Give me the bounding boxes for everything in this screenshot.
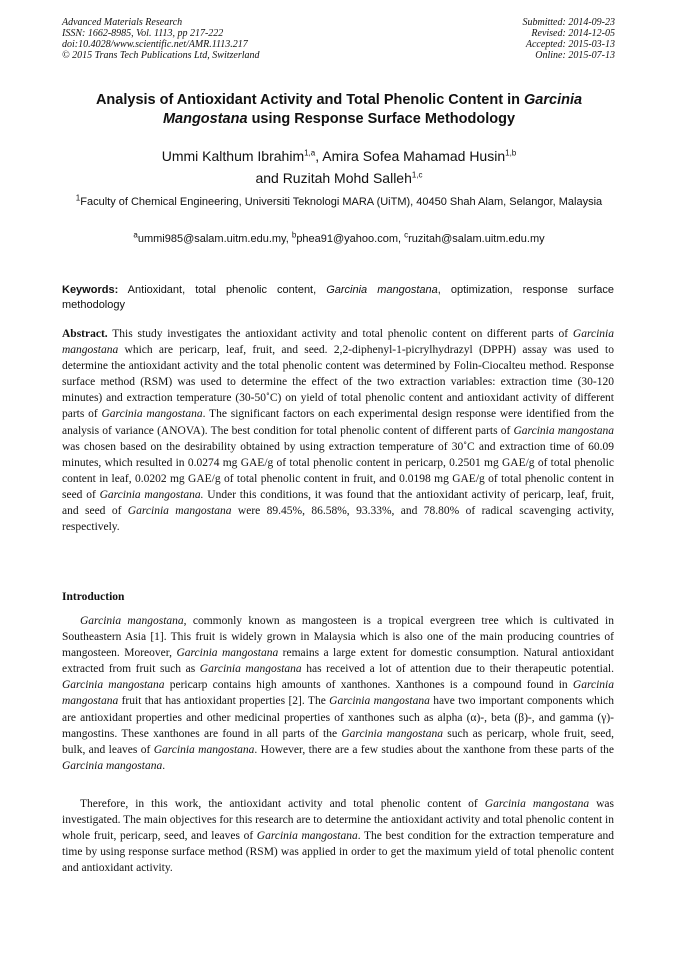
species-name: Garcinia mangostana bbox=[80, 615, 184, 627]
paragraph-text: . The best condition for the extraction temperature and time by using response surface method (RSM) was applied in order to get the maximum yield of total phenolic content and antioxidant activity. bbox=[62, 830, 615, 875]
revised-date: Revised: 2014-12-05 bbox=[531, 28, 615, 39]
paragraph-text: remains a large extent for domestic consumption. Natural antioxidant extracted from fruit such as bbox=[62, 647, 615, 676]
keywords-text: Antioxidant, total phenolic content, bbox=[118, 284, 327, 296]
paragraph-text: was investigated. The main objectives for this research are to determine the antioxidant activity and total phenolic content in whole fruit, pericarp, seed, and leaves of bbox=[62, 798, 615, 843]
species-name: Garcinia mangostana bbox=[341, 727, 443, 740]
email-link[interactable]: ruzitah@salam.uitm.edu.my bbox=[408, 233, 545, 245]
species-name: Garcinia mangostana bbox=[62, 328, 614, 357]
author-name: Amira Sofea Mahamad Husin bbox=[322, 148, 506, 164]
journal-header-right bbox=[523, 17, 616, 61]
section-heading-introduction: Introduction bbox=[62, 591, 125, 603]
species-name: Garcinia mangostana bbox=[329, 695, 430, 708]
paragraph-text: . bbox=[162, 759, 166, 772]
author-sup: 1,b bbox=[505, 148, 517, 158]
species-name: Garcinia mangostana bbox=[62, 759, 163, 772]
affiliation-text: Faculty of Chemical Engineering, Universiti Teknologi MARA (UiTM), 40450 Shah Alam, Selangor, Malaysia bbox=[80, 196, 603, 208]
abstract-text: which are pericarp, leaf, fruit, and seed. 2,2-diphenyl-1-picrylhydrazyl (DPPH) assay was used to determine the antioxidant activity and the total phenolic content was determined by Folin-Ciocalteu method. Response surface method (RSM) was used to determine the effect of the two extraction variables: extraction time (30-120 minutes) and extraction temperature (30-50˚C) on yield of total phenolic content and antioxidant activity of different parts of bbox=[62, 344, 614, 421]
email-list: $^a$ummi985@salam.uitm.edu.my, $^b$phea91@yahoo.com, $^c$ruzitah@salam.uitm.edu.my bbox=[133, 230, 545, 245]
species-name: Garcinia mangostana bbox=[153, 743, 255, 756]
paragraph-text: have two important components which are antioxidant properties and other medicinal properties of xanthones such as alpha (α)-, beta (β)-, and gamma (γ)-mangostins. These xanthones are found in all parts of the bbox=[62, 695, 614, 740]
author-and: and bbox=[255, 170, 283, 186]
submitted-date: Submitted: 2014-09-23 bbox=[522, 17, 615, 28]
paragraph-text: fruit that has antioxidant properties [2]. The bbox=[118, 695, 330, 708]
species-name: Garcinia mangostana bbox=[101, 408, 203, 421]
intro-paragraph-1 bbox=[62, 613, 614, 774]
species-name: Garcinia mangostana bbox=[256, 830, 358, 843]
author-sup: 1,a bbox=[304, 148, 316, 158]
intro-paragraph-2 bbox=[62, 796, 614, 876]
keywords-label: Keywords: bbox=[62, 284, 119, 296]
journal-name: Advanced Materials Research bbox=[62, 17, 183, 28]
abstract-text: were 89.45%, 86.58%, 93.33%, and 78.80% of radical scavenging activity, respectively. bbox=[62, 505, 615, 534]
keywords-text-end: , optimization, response surface methodology bbox=[62, 284, 615, 311]
title-species: Garcinia Mangostana bbox=[162, 92, 583, 127]
email-sup: a bbox=[133, 230, 138, 240]
email-link[interactable]: ummi985@salam.uitm.edu.my bbox=[137, 233, 286, 245]
species-name: Garcinia mangostana bbox=[513, 424, 614, 437]
species-name: Garcinia mangostana bbox=[62, 679, 614, 708]
author-list bbox=[60, 145, 618, 189]
abstract bbox=[62, 326, 614, 535]
email-sup: b bbox=[291, 230, 297, 240]
paragraph-text: , commonly known as mangosteen is a tropical evergreen tree which is cultivated in Southeastern Asia [1]. This fruit is widely grown in Malaysia which is also one of the main producing countries of mangosteen. Moreover, bbox=[62, 615, 614, 660]
online-date: Online: 2015-07-13 bbox=[535, 50, 615, 61]
abstract-text: . The significant factors on each experimental design response were identified from the analysis of variance (ANOVA). The best condition for total phenolic content of different parts of bbox=[62, 408, 615, 437]
issn: ISSN: 1662-8985, Vol. 1113, pp 217-222 bbox=[62, 28, 224, 39]
paragraph-text: such as pericarp, whole fruit, seed, bulk, and leaves of bbox=[62, 727, 615, 756]
species-name: Garcinia mangostana bbox=[62, 679, 165, 692]
paper-title bbox=[60, 91, 618, 129]
author-separator: , bbox=[315, 148, 323, 164]
paragraph-text: has received a lot of attention due to their therapeutic potential. bbox=[301, 663, 614, 676]
title-text: Analysis of Antioxidant Activity and Total Phenolic Content in bbox=[95, 92, 525, 108]
abstract-text: This study investigates the antioxidant activity and total phenolic content on different parts of bbox=[107, 328, 573, 340]
paragraph-text: . However, there are a few studies about the xanthone from these parts of the bbox=[254, 743, 614, 756]
keywords-species: Garcinia mangostana bbox=[326, 284, 438, 296]
doi: doi:10.4028/www.scientific.net/AMR.1113.217 bbox=[62, 39, 248, 50]
paragraph-text: Therefore, in this work, the antioxidant activity and total phenolic content of bbox=[80, 798, 485, 810]
abstract-text: was chosen based on the desirability obtained by using extraction temperature of 30˚C and extraction time of 60.09 minutes, which resulted in 0.0274 mg GAE/g of total phenolic content in pericarp, 0.2501 mg GAE/g of total phenolic content in leaf, 0.0202 mg GAE/g of total phenolic content in fruit, and 0.0198 mg GAE/g of total phenolic content in seed of bbox=[62, 440, 614, 501]
email-sup: c bbox=[404, 230, 409, 240]
species-name: Garcinia mangostana bbox=[127, 505, 232, 518]
paragraph-text: pericarp contains high amounts of xanthones. Xanthones is a compound found in bbox=[164, 679, 573, 692]
abstract-label: Abstract. bbox=[62, 328, 108, 340]
author-sup: 1,c bbox=[411, 170, 423, 180]
keywords bbox=[62, 283, 614, 313]
species-name: Garcinia mangostana bbox=[199, 663, 302, 676]
species-name: Garcinia mangostana bbox=[484, 798, 590, 810]
journal-header-left bbox=[62, 17, 260, 61]
abstract-text: Under this conditions, it was found that the antioxidant activity of pericarp, leaf, fruit, and seed of bbox=[62, 488, 614, 518]
author-name: Ummi Kalthum Ibrahim bbox=[161, 148, 305, 164]
affiliation bbox=[62, 195, 616, 210]
copyright: © 2015 Trans Tech Publications Ltd, Switzerland bbox=[62, 50, 260, 61]
accepted-date: Accepted: 2015-03-13 bbox=[525, 39, 615, 50]
affiliation-sup: 1 bbox=[75, 193, 81, 203]
email-link[interactable]: phea91@yahoo.com bbox=[296, 233, 398, 245]
species-name: Garcinia mangostana. bbox=[99, 488, 204, 501]
species-name: Garcinia mangostana bbox=[176, 647, 279, 660]
title-text-end: using Response Surface Methodology bbox=[247, 111, 516, 127]
author-name: Ruzitah Mohd Salleh bbox=[282, 170, 412, 186]
